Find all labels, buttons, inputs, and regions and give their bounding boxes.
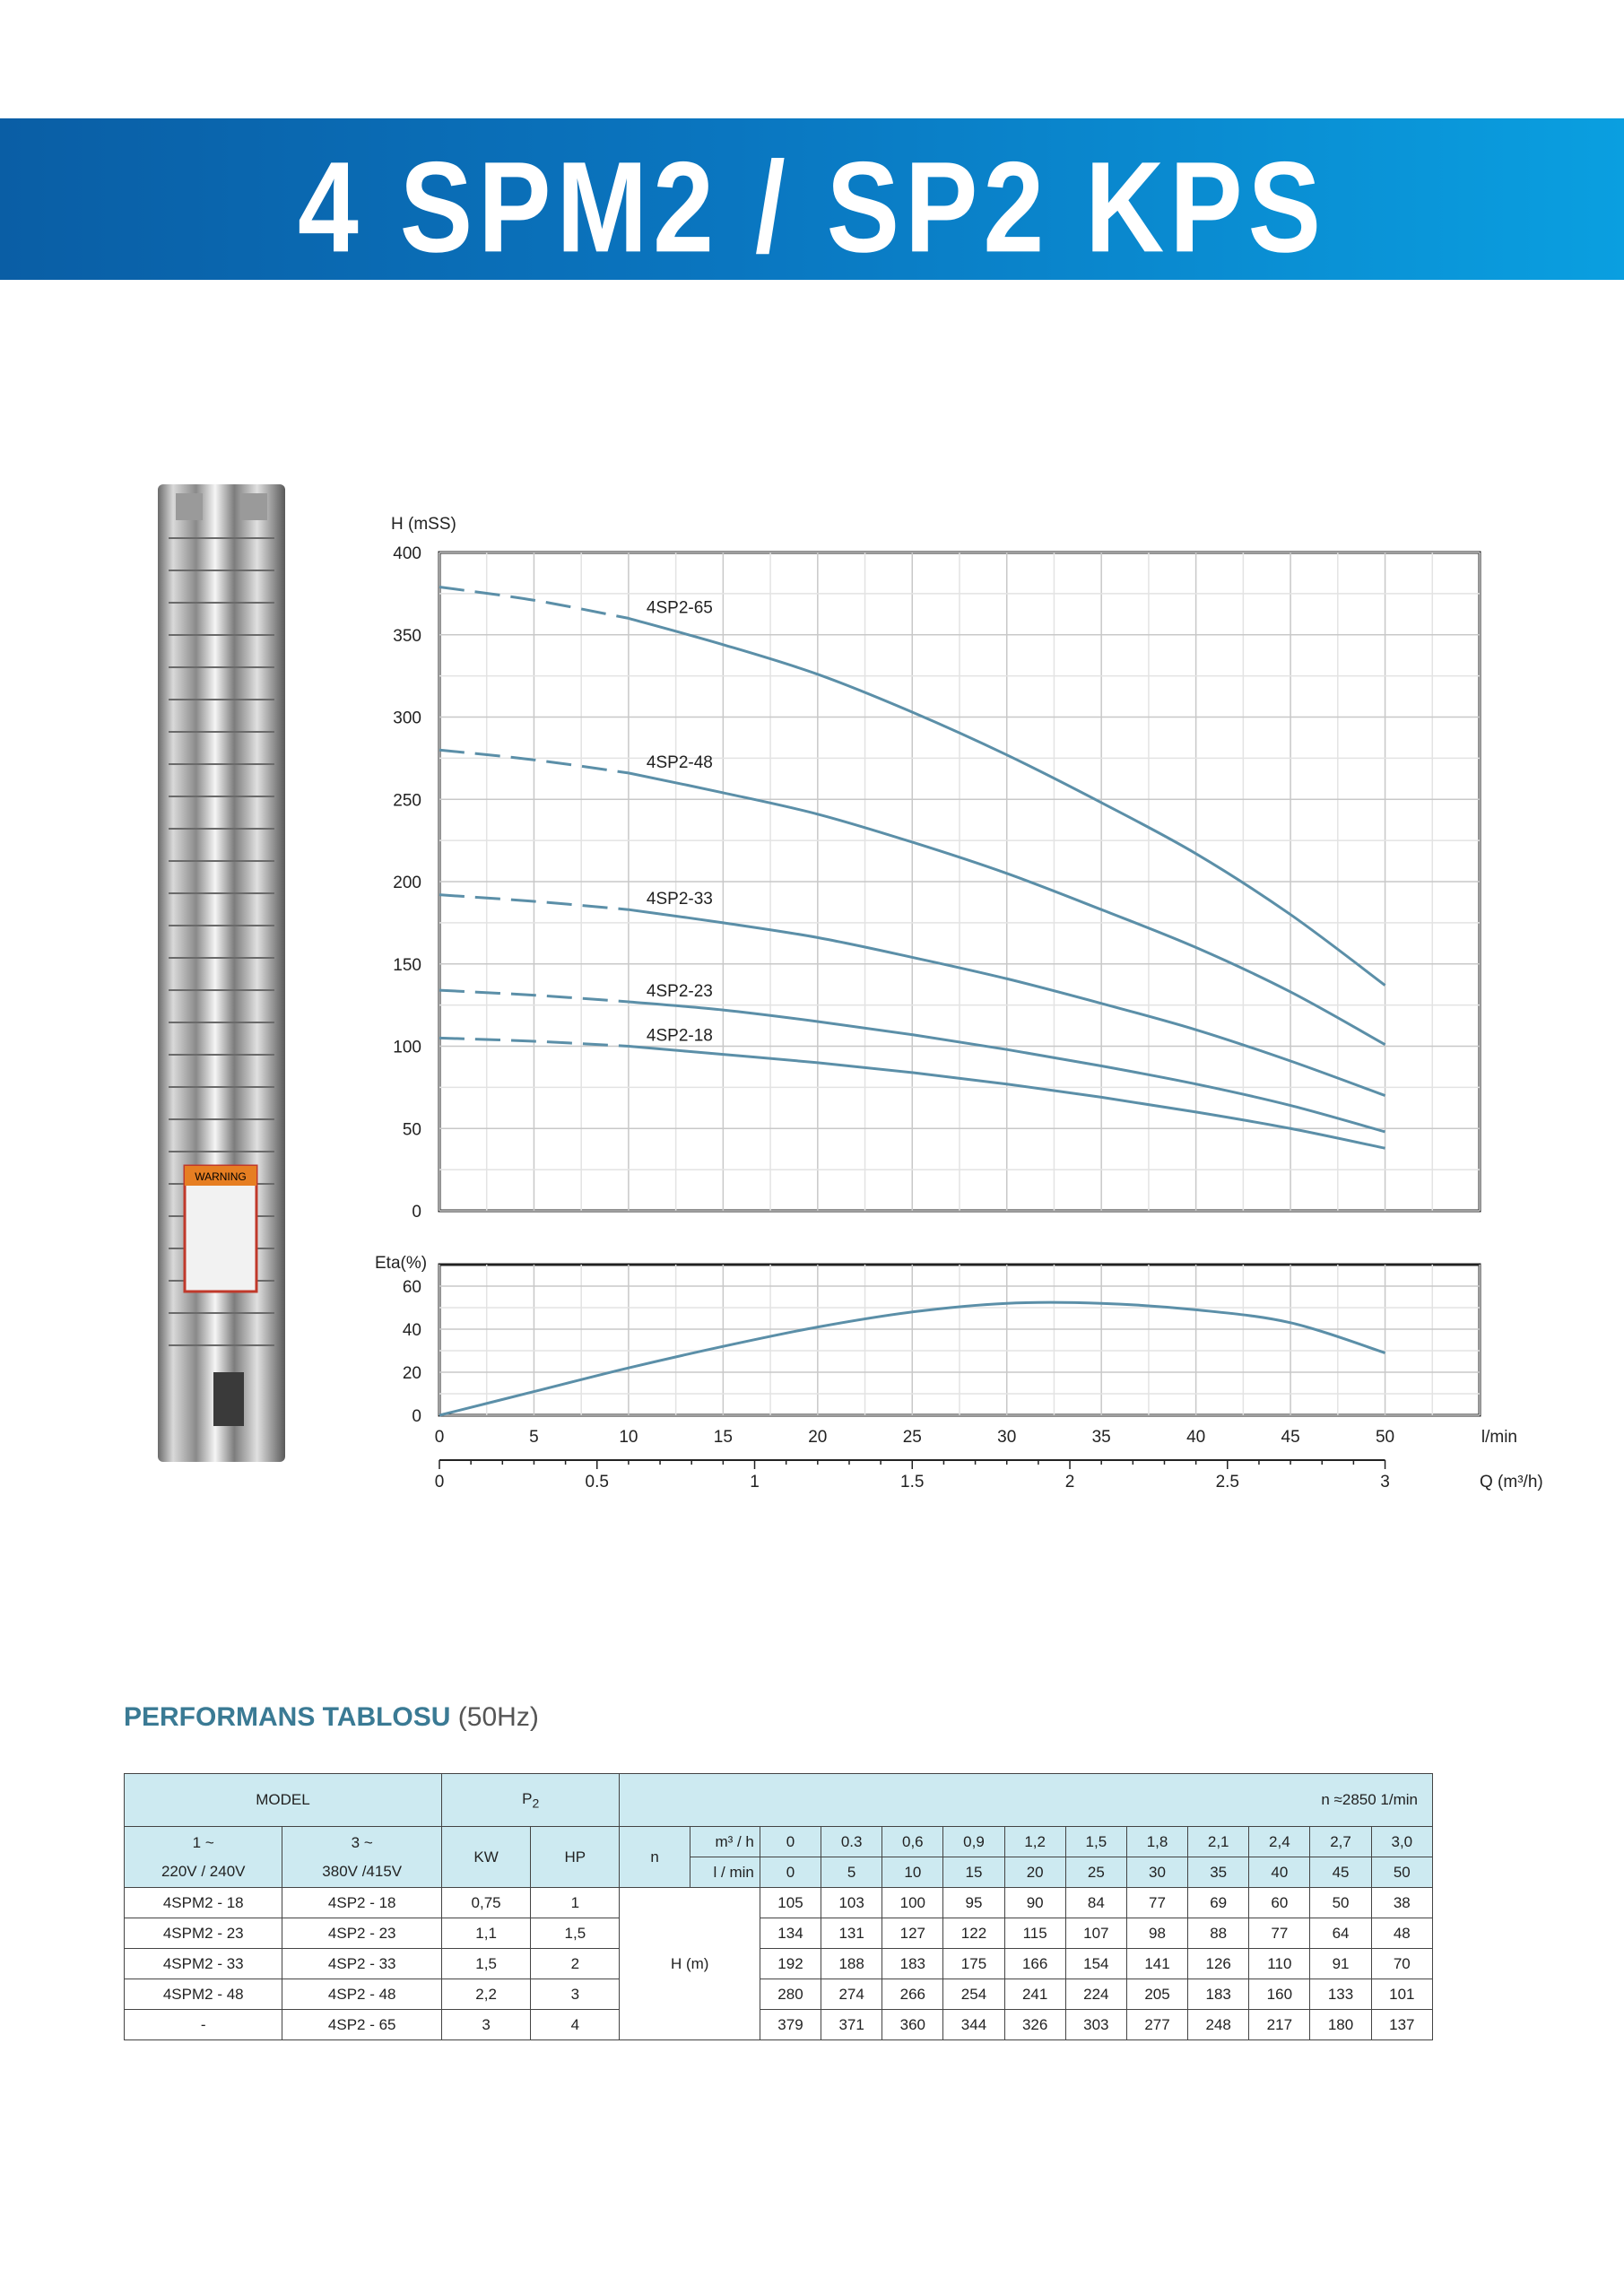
- x-unit-m3h: Q (m³/h): [1480, 1473, 1543, 1492]
- kw-value: 1,1: [441, 1918, 530, 1949]
- h-y-tick-label: 300: [393, 709, 421, 728]
- m3h-value: 1,2: [1004, 1827, 1065, 1857]
- pump-warning-label: WARNING: [195, 1170, 247, 1183]
- head-value: 280: [760, 1979, 821, 2010]
- model-header: MODEL: [125, 1774, 442, 1827]
- head-value: 183: [1188, 1979, 1249, 2010]
- head-value: 77: [1249, 1918, 1310, 1949]
- head-value: 166: [1004, 1949, 1065, 1979]
- h-y-tick-label: 400: [393, 544, 421, 563]
- h-series-label: 4SP2-23: [646, 981, 713, 1001]
- lmin-value: 10: [882, 1857, 943, 1888]
- head-value: 254: [943, 1979, 1004, 2010]
- three-phase-model: 4SP2 - 65: [282, 2010, 441, 2040]
- table-row: [125, 2010, 1433, 2040]
- m3h-value: 0,6: [882, 1827, 943, 1857]
- head-value: 127: [882, 1918, 943, 1949]
- h-y-tick-label: 350: [393, 626, 421, 646]
- head-value: 69: [1188, 1888, 1249, 1918]
- head-value: 70: [1371, 1949, 1432, 1979]
- eta-y-tick-label: 60: [402, 1278, 421, 1297]
- h-y-tick-label: 200: [393, 874, 421, 892]
- head-value: 103: [821, 1888, 882, 1918]
- head-value: 91: [1310, 1949, 1371, 1979]
- h-series-label: 4SP2-65: [646, 598, 713, 618]
- head-value: 141: [1126, 1949, 1187, 1979]
- h-y-tick-label: 100: [393, 1038, 421, 1057]
- x-tick-lmin: 25: [902, 1428, 922, 1447]
- h-series-label: 4SP2-18: [646, 1026, 713, 1046]
- head-value: 344: [943, 2010, 1004, 2040]
- head-value: 107: [1065, 1918, 1126, 1949]
- single-phase-header: 1 ~ 220V / 240V: [125, 1827, 282, 1888]
- head-value: 84: [1065, 1888, 1126, 1918]
- lmin-value: 50: [1371, 1857, 1432, 1888]
- performance-hz: (50Hz): [457, 1702, 539, 1732]
- head-value: 131: [821, 1918, 882, 1949]
- x-tick-lmin: 0: [434, 1428, 445, 1447]
- x-tick-m3h: 0.5: [585, 1473, 609, 1492]
- head-value: 122: [943, 1918, 1004, 1949]
- h-y-axis-label: H (mSS): [391, 515, 456, 534]
- head-value: 154: [1065, 1949, 1126, 1979]
- head-value: 371: [821, 2010, 882, 2040]
- lmin-label: l / min: [690, 1857, 760, 1888]
- lmin-value: 15: [943, 1857, 1004, 1888]
- head-value: 95: [943, 1888, 1004, 1918]
- x-tick-lmin: 45: [1281, 1428, 1300, 1447]
- m3h-value: 2,4: [1249, 1827, 1310, 1857]
- head-value: 248: [1188, 2010, 1249, 2040]
- performance-charts: [368, 502, 1543, 1498]
- h-y-tick-label: 0: [412, 1203, 421, 1222]
- head-value: 379: [760, 2010, 821, 2040]
- three-phase-model: 4SP2 - 23: [282, 1918, 441, 1949]
- x-tick-m3h: 0: [434, 1473, 445, 1492]
- m3h-value: 0: [760, 1827, 821, 1857]
- x-tick-lmin: 10: [619, 1428, 638, 1447]
- lmin-value: 40: [1249, 1857, 1310, 1888]
- three-phase-model: 4SP2 - 33: [282, 1949, 441, 1979]
- kw-value: 3: [441, 2010, 530, 2040]
- x-tick-lmin: 35: [1091, 1428, 1111, 1447]
- head-value: 101: [1371, 1979, 1432, 2010]
- head-value: 110: [1249, 1949, 1310, 1979]
- hp-value: 1: [531, 1888, 620, 1918]
- head-value: 180: [1310, 2010, 1371, 2040]
- lmin-value: 0: [760, 1857, 821, 1888]
- m3h-value: 2,7: [1310, 1827, 1371, 1857]
- head-value: 126: [1188, 1949, 1249, 1979]
- single-phase-model: -: [125, 2010, 282, 2040]
- three-phase-header: 3 ~ 380V /415V: [282, 1827, 441, 1888]
- m3h-value: 1,5: [1065, 1827, 1126, 1857]
- head-value: 241: [1004, 1979, 1065, 2010]
- head-value: 88: [1188, 1918, 1249, 1949]
- head-value: 266: [882, 1979, 943, 2010]
- single-phase-model: 4SPM2 - 48: [125, 1979, 282, 2010]
- h-series-label: 4SP2-48: [646, 752, 713, 772]
- head-value: 50: [1310, 1888, 1371, 1918]
- h-y-tick-label: 250: [393, 791, 421, 811]
- lmin-value: 25: [1065, 1857, 1126, 1888]
- head-value: 274: [821, 1979, 882, 2010]
- head-value: 137: [1371, 2010, 1432, 2040]
- m3h-value: 0.3: [821, 1827, 882, 1857]
- x-tick-lmin: 40: [1186, 1428, 1206, 1447]
- lmin-value: 20: [1004, 1857, 1065, 1888]
- head-value: 160: [1249, 1979, 1310, 2010]
- x-tick-m3h: 2.5: [1215, 1473, 1239, 1492]
- m3h-value: 0,9: [943, 1827, 1004, 1857]
- performance-table: [124, 1773, 1433, 2040]
- kw-value: 0,75: [441, 1888, 530, 1918]
- single-phase-model: 4SPM2 - 23: [125, 1918, 282, 1949]
- hp-value: 1,5: [531, 1918, 620, 1949]
- head-value: 183: [882, 1949, 943, 1979]
- page-title: 4 SPM2 / SP2 KPS: [298, 135, 1326, 280]
- head-value: 360: [882, 2010, 943, 2040]
- head-value: 188: [821, 1949, 882, 1979]
- head-value: 175: [943, 1949, 1004, 1979]
- kw-value: 2,2: [441, 1979, 530, 2010]
- head-value: 192: [760, 1949, 821, 1979]
- single-phase-model: 4SPM2 - 18: [125, 1888, 282, 1918]
- x-tick-m3h: 3: [1380, 1473, 1390, 1492]
- head-value: 277: [1126, 2010, 1187, 2040]
- x-tick-m3h: 1.5: [900, 1473, 925, 1492]
- head-value: 224: [1065, 1979, 1126, 2010]
- three-phase-model: 4SP2 - 18: [282, 1888, 441, 1918]
- h-y-tick-label: 50: [402, 1120, 421, 1140]
- h-series-label: 4SP2-33: [646, 890, 713, 909]
- table-row: [125, 1949, 1433, 1979]
- x-tick-lmin: 5: [529, 1428, 539, 1447]
- x-tick-lmin: 50: [1375, 1428, 1395, 1447]
- lmin-value: 5: [821, 1857, 882, 1888]
- hp-value: 3: [531, 1979, 620, 2010]
- lmin-value: 35: [1188, 1857, 1249, 1888]
- head-value: 48: [1371, 1918, 1432, 1949]
- title-banner: [0, 118, 1624, 280]
- head-value: 205: [1126, 1979, 1187, 2010]
- hp-header: HP: [531, 1827, 620, 1888]
- p2-header: $P_2$: [441, 1774, 620, 1827]
- m3h-value: 1,8: [1126, 1827, 1187, 1857]
- head-value: 133: [1310, 1979, 1371, 2010]
- hp-value: 4: [531, 2010, 620, 2040]
- head-value: 38: [1371, 1888, 1432, 1918]
- x-tick-m3h: 1: [750, 1473, 760, 1492]
- head-value: 100: [882, 1888, 943, 1918]
- h-y-tick-label: 150: [393, 955, 421, 975]
- n-header: n: [620, 1827, 690, 1888]
- x-unit-lmin: l/min: [1481, 1428, 1517, 1447]
- head-value: 115: [1004, 1918, 1065, 1949]
- speed-header: n ≈2850 1/min: [620, 1774, 1433, 1827]
- hp-value: 2: [531, 1949, 620, 1979]
- x-tick-lmin: 20: [808, 1428, 828, 1447]
- head-value: 217: [1249, 2010, 1310, 2040]
- m3h-value: 2,1: [1188, 1827, 1249, 1857]
- head-value: 77: [1126, 1888, 1187, 1918]
- performance-title: [124, 1702, 539, 1733]
- head-value: 64: [1310, 1918, 1371, 1949]
- head-value: 90: [1004, 1888, 1065, 1918]
- performance-title-text: PERFORMANS TABLOSU: [124, 1702, 451, 1732]
- lmin-value: 45: [1310, 1857, 1371, 1888]
- eta-y-axis-label: Eta(%): [375, 1254, 428, 1273]
- head-value: 134: [760, 1918, 821, 1949]
- x-tick-lmin: 30: [997, 1428, 1017, 1447]
- table-row: [125, 1918, 1433, 1949]
- eta-y-tick-label: 0: [412, 1407, 421, 1426]
- charts-svg: [368, 502, 1543, 1498]
- x-tick-m3h: 2: [1064, 1473, 1075, 1492]
- x-tick-lmin: 15: [713, 1428, 733, 1447]
- table-row: [125, 1888, 1433, 1918]
- pump-image: [151, 484, 292, 1462]
- m3h-label: m³ / h: [690, 1827, 760, 1857]
- head-value: 326: [1004, 2010, 1065, 2040]
- lmin-value: 30: [1126, 1857, 1187, 1888]
- three-phase-model: 4SP2 - 48: [282, 1979, 441, 2010]
- eta-y-tick-label: 20: [402, 1364, 421, 1383]
- head-label: H (m): [620, 1888, 760, 2040]
- head-value: 98: [1126, 1918, 1187, 1949]
- single-phase-model: 4SPM2 - 33: [125, 1949, 282, 1979]
- eta-y-tick-label: 40: [402, 1321, 421, 1340]
- kw-header: KW: [441, 1827, 530, 1888]
- head-value: 105: [760, 1888, 821, 1918]
- head-value: 60: [1249, 1888, 1310, 1918]
- kw-value: 1,5: [441, 1949, 530, 1979]
- table-row: [125, 1979, 1433, 2010]
- m3h-value: 3,0: [1371, 1827, 1432, 1857]
- head-value: 303: [1065, 2010, 1126, 2040]
